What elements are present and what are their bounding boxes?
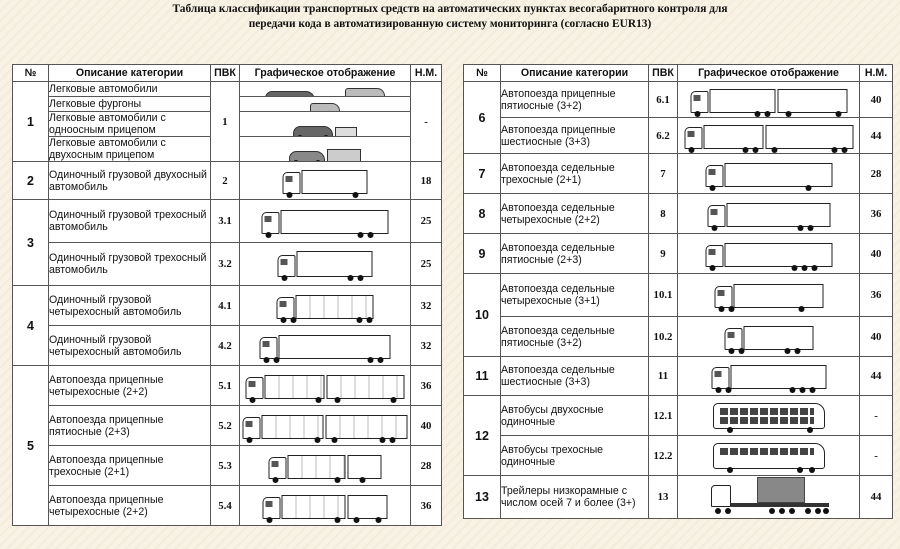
category-description: Легковые фургоны — [49, 97, 211, 112]
hm-value: - — [411, 82, 442, 162]
hm-value: 40 — [411, 406, 442, 446]
table-row — [13, 486, 442, 526]
graphic-cell — [240, 243, 411, 286]
header-graphic: Графическое отображение — [678, 65, 860, 82]
graphic-cell — [678, 476, 860, 519]
pvk-code: 5.2 — [211, 406, 240, 446]
pvk-code: 13 — [649, 476, 678, 519]
pvk-code: 3.1 — [211, 200, 240, 243]
table-row — [13, 162, 442, 200]
road-train-2-1-icon — [269, 453, 382, 479]
category-description: Легковые автомобили — [49, 82, 211, 97]
hm-value: 28 — [860, 154, 893, 194]
category-group-number: 4 — [13, 286, 49, 366]
graphic-cell — [678, 118, 860, 154]
hm-value: 44 — [860, 118, 893, 154]
category-group-number: 13 — [464, 476, 501, 519]
hm-value: 28 — [411, 446, 442, 486]
pvk-code: 5.1 — [211, 366, 240, 406]
category-description: Автопоезда седельные пятиосные (2+3) — [501, 234, 649, 274]
category-description: Одиночный грузовой трехосный автомобиль — [49, 243, 211, 286]
category-group-number: 1 — [13, 82, 49, 162]
category-description: Трейлеры низкорамные с числом осей 7 и более (3+) — [501, 476, 649, 519]
hm-value: 44 — [860, 357, 893, 396]
table-row — [464, 82, 893, 118]
header-number: № — [13, 65, 49, 82]
hm-value: 36 — [860, 274, 893, 317]
category-description: Автопоезда прицепные четырехосные (2+2) — [49, 486, 211, 526]
left-classification-table — [12, 64, 442, 526]
category-description: Автопоезда седельные трехосные (2+1) — [501, 154, 649, 194]
graphic-cell — [240, 137, 411, 162]
graphic-cell — [678, 154, 860, 194]
pvk-code: 1 — [211, 82, 240, 162]
table-row — [13, 82, 442, 97]
table-row — [13, 243, 442, 286]
category-description: Одиночный грузовой четырехосный автомобиль — [49, 286, 211, 326]
header-description: Описание категории — [501, 65, 649, 82]
category-description: Автопоезда прицепные четырехосные (2+2) — [49, 366, 211, 406]
road-train-3-2-icon — [690, 87, 847, 113]
hm-value: 25 — [411, 200, 442, 243]
bus-2-axle-icon — [713, 403, 825, 429]
header-pvk: ПВК — [211, 65, 240, 82]
category-group-number: 12 — [464, 396, 501, 476]
category-description: Автопоезда прицепные шестиосные (3+3) — [501, 118, 649, 154]
page-title — [0, 2, 900, 32]
bus-3-axle-icon — [713, 443, 825, 469]
table-row — [464, 274, 893, 317]
table-row — [13, 406, 442, 446]
hm-value: 25 — [411, 243, 442, 286]
graphic-cell — [678, 357, 860, 396]
hm-value: 32 — [411, 326, 442, 366]
pvk-code: 10.1 — [649, 274, 678, 317]
header-hm: Н.М. — [411, 65, 442, 82]
table-row — [464, 234, 893, 274]
table-row — [464, 194, 893, 234]
truck-3-axle-tall-icon — [278, 251, 373, 277]
table-row — [464, 476, 893, 519]
graphic-cell — [240, 82, 411, 97]
category-group-number: 11 — [464, 357, 501, 396]
category-group-number: 3 — [13, 200, 49, 286]
header-pvk: ПВК — [649, 65, 678, 82]
graphic-cell — [240, 286, 411, 326]
category-description: Автопоезда седельные шестиосные (3+3) — [501, 357, 649, 396]
pvk-code: 7 — [649, 154, 678, 194]
pvk-code: 3.2 — [211, 243, 240, 286]
truck-4-axle-tent-icon — [277, 293, 374, 319]
semi-3-1-icon — [714, 282, 823, 308]
semi-2-3-icon — [705, 241, 832, 267]
category-description: Автопоезда седельные четырехосные (3+1) — [501, 274, 649, 317]
table-row — [464, 357, 893, 396]
category-description: Автобусы двухосные одиночные — [501, 396, 649, 436]
graphic-cell — [240, 200, 411, 243]
pvk-code: 4.2 — [211, 326, 240, 366]
pvk-code: 9 — [649, 234, 678, 274]
graphic-cell — [678, 396, 860, 436]
page-title-line-1: Таблица классификации транспортных средств на автоматических пунктах весогабаритного контроля для — [172, 3, 728, 15]
category-description: Одиночный грузовой четырехосный автомобиль — [49, 326, 211, 366]
table-row — [13, 366, 442, 406]
category-group-number: 10 — [464, 274, 501, 357]
category-group-number: 9 — [464, 234, 501, 274]
truck-2-axle-icon — [283, 168, 368, 194]
truck-4-axle-icon — [260, 333, 391, 359]
pvk-code: 12.1 — [649, 396, 678, 436]
graphic-cell — [678, 274, 860, 317]
table-row — [464, 396, 893, 436]
category-description: Легковые автомобили с одноосным прицепом — [49, 112, 211, 137]
table-row — [464, 317, 893, 357]
category-description: Одиночный грузовой трехосный автомобиль — [49, 200, 211, 243]
graphic-cell — [240, 366, 411, 406]
pvk-code: 6.2 — [649, 118, 678, 154]
table-row — [464, 154, 893, 194]
header-description: Описание категории — [49, 65, 211, 82]
header-number: № — [464, 65, 501, 82]
road-train-2-2-icon — [246, 373, 405, 399]
pvk-code: 2 — [211, 162, 240, 200]
hm-value: 36 — [411, 366, 442, 406]
category-description: Автопоезда седельные четырехосные (2+2) — [501, 194, 649, 234]
right-classification-table — [463, 64, 893, 519]
light-van-icon — [310, 97, 340, 112]
table-row — [13, 326, 442, 366]
category-group-number: 6 — [464, 82, 501, 154]
hm-value: 18 — [411, 162, 442, 200]
road-train-3-3-icon — [684, 123, 853, 149]
page-title-line-2: передачи кода в автоматизированную систему мониторинга (согласно EUR13) — [248, 18, 652, 30]
table-row — [464, 436, 893, 476]
road-train-2-2-short-icon — [263, 493, 388, 519]
graphic-cell — [240, 162, 411, 200]
hm-value: - — [860, 396, 893, 436]
car-with-two-axle-trailer-icon — [289, 137, 361, 162]
hm-value: 40 — [860, 317, 893, 357]
low-bed-trailer-icon — [709, 484, 829, 510]
pvk-code: 10.2 — [649, 317, 678, 357]
table-row — [13, 200, 442, 243]
category-description: Автопоезда седельные пятиосные (3+2) — [501, 317, 649, 357]
car-with-single-axle-trailer-icon — [293, 112, 357, 137]
category-group-number: 2 — [13, 162, 49, 200]
graphic-cell — [240, 486, 411, 526]
hm-value: 36 — [411, 486, 442, 526]
category-group-number: 7 — [464, 154, 501, 194]
graphic-cell — [678, 234, 860, 274]
pvk-code: 6.1 — [649, 82, 678, 118]
pvk-code: 5.3 — [211, 446, 240, 486]
category-description: Автобусы трехосные одиночные — [501, 436, 649, 476]
graphic-cell — [678, 317, 860, 357]
category-description: Автопоезда прицепные пятиосные (3+2) — [501, 82, 649, 118]
header-graphic: Графическое отображение — [240, 65, 411, 82]
category-group-number: 5 — [13, 366, 49, 526]
table-row — [13, 446, 442, 486]
pvk-code: 4.1 — [211, 286, 240, 326]
truck-3-axle-icon — [262, 208, 389, 234]
pvk-code: 11 — [649, 357, 678, 396]
graphic-cell — [240, 112, 411, 137]
graphic-cell — [678, 194, 860, 234]
car-pair-icon — [265, 82, 385, 97]
table-row — [13, 286, 442, 326]
category-description: Автопоезда прицепные трехосные (2+1) — [49, 446, 211, 486]
hm-value: 44 — [860, 476, 893, 519]
pvk-code: 5.4 — [211, 486, 240, 526]
graphic-cell — [678, 436, 860, 476]
header-hm: Н.М. — [860, 65, 893, 82]
semi-3-2-icon — [724, 324, 813, 350]
semi-2-1-icon — [705, 161, 832, 187]
semi-2-2-icon — [707, 201, 830, 227]
category-group-number: 8 — [464, 194, 501, 234]
graphic-cell — [678, 82, 860, 118]
category-description: Легковые автомобили с двухосным прицепом — [49, 137, 211, 162]
category-description: Автопоезда прицепные пятиосные (2+3) — [49, 406, 211, 446]
graphic-cell — [240, 326, 411, 366]
graphic-cell — [240, 406, 411, 446]
pvk-code: 8 — [649, 194, 678, 234]
graphic-cell — [240, 97, 411, 112]
hm-value: 32 — [411, 286, 442, 326]
hm-value: - — [860, 436, 893, 476]
hm-value: 40 — [860, 82, 893, 118]
semi-3-3-icon — [711, 363, 826, 389]
graphic-cell — [240, 446, 411, 486]
hm-value: 40 — [860, 234, 893, 274]
hm-value: 36 — [860, 194, 893, 234]
category-description: Одиночный грузовой двухосный автомобиль — [49, 162, 211, 200]
pvk-code: 12.2 — [649, 436, 678, 476]
table-row — [464, 118, 893, 154]
road-train-2-3-icon — [243, 413, 408, 439]
